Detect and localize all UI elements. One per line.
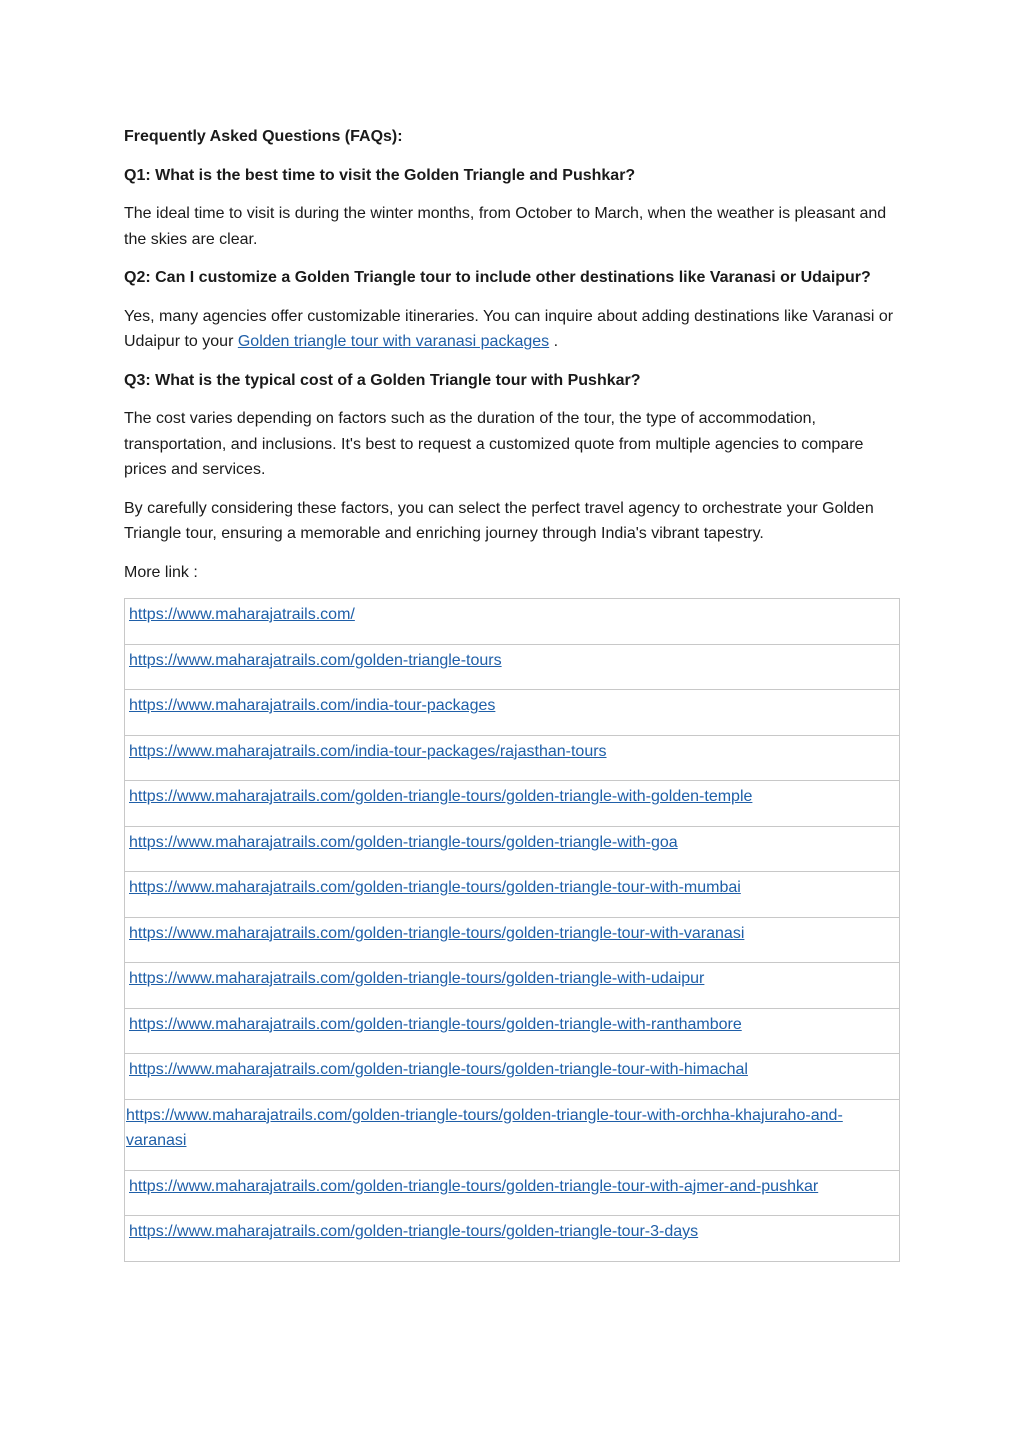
- table-row: [125, 1216, 900, 1262]
- table-row: [125, 917, 900, 963]
- table-row: [125, 735, 900, 781]
- faq-answer-2-end: .: [549, 333, 559, 350]
- table-row: [125, 599, 900, 645]
- link-golden-triangle-tours[interactable]: https://www.maharajatrails.com/golden-triangle-tours: [129, 651, 502, 669]
- link-udaipur[interactable]: https://www.maharajatrails.com/golden-triangle-tours/golden-triangle-with-udaipur: [129, 970, 705, 987]
- link-cell: [125, 690, 900, 736]
- link-himachal[interactable]: https://www.maharajatrails.com/golden-triangle-tours/golden-triangle-tour-with-himachal: [129, 1061, 748, 1078]
- link-cell: [125, 1008, 900, 1054]
- faq-question-3: Q3: What is the typical cost of a Golden Triangle tour with Pushkar?: [124, 371, 641, 389]
- link-golden-temple[interactable]: https://www.maharajatrails.com/golden-triangle-tours/golden-triangle-with-golden-temple: [129, 788, 753, 805]
- link-cell: [125, 917, 900, 963]
- document-page: [124, 124, 900, 1262]
- table-row: [125, 1054, 900, 1100]
- table-row: [125, 1170, 900, 1216]
- link-home[interactable]: https://www.maharajatrails.com/: [129, 606, 355, 623]
- link-mumbai[interactable]: https://www.maharajatrails.com/golden-triangle-tours/golden-triangle-tour-with-mumbai: [129, 879, 741, 896]
- table-row: [125, 872, 900, 918]
- link-3-days[interactable]: https://www.maharajatrails.com/golden-triangle-tours/golden-triangle-tour-3-days: [129, 1223, 699, 1240]
- link-orchha-khajuraho-varanasi[interactable]: https://www.maharajatrails.com/golden-triangle-tours/golden-triangle-tour-with-orchha-khajuraho-and-varanasi: [126, 1106, 843, 1149]
- faq-answer-1: The ideal time to visit is during the winter months, from October to March, when the weather is pleasant and the skies are clear.: [124, 205, 887, 248]
- link-cell: [125, 1099, 900, 1170]
- link-cell: [125, 1170, 900, 1216]
- table-row: [125, 826, 900, 872]
- link-india-tour-packages[interactable]: https://www.maharajatrails.com/india-tour-packages: [129, 697, 496, 714]
- link-ranthambore[interactable]: https://www.maharajatrails.com/golden-triangle-tours/golden-triangle-with-ranthambore: [129, 1015, 742, 1033]
- link-cell: [125, 735, 900, 781]
- table-row: [125, 1099, 900, 1170]
- more-link-label: More link :: [124, 563, 198, 581]
- table-row: [125, 644, 900, 690]
- faq-question-1: Q1: What is the best time to visit the Golden Triangle and Pushkar?: [124, 166, 636, 184]
- faq-answer-2-text: Yes, many agencies offer customizable itineraries. You can inquire about adding destinations like Varanasi or Udaipur to your: [124, 307, 894, 350]
- table-row: [125, 1008, 900, 1054]
- link-cell: [125, 599, 900, 645]
- link-rajasthan-tours[interactable]: https://www.maharajatrails.com/india-tour-packages/rajasthan-tours: [129, 742, 607, 760]
- link-ajmer-pushkar[interactable]: https://www.maharajatrails.com/golden-triangle-tours/golden-triangle-tour-with-ajmer-and-pushkar: [129, 1177, 819, 1195]
- table-row: [125, 963, 900, 1009]
- table-row: [125, 781, 900, 827]
- faq-title: Frequently Asked Questions (FAQs):: [124, 128, 403, 145]
- closing-paragraph: By carefully considering these factors, you can select the perfect travel agency to orchestrate your Golden Triangle tour, ensuring a memorable and enriching journey through India's vibrant tapestry.: [124, 499, 874, 542]
- faq-question-2: Q2: Can I customize a Golden Triangle tour to include other destinations like Varanasi or Udaipur?: [124, 269, 871, 286]
- link-goa[interactable]: https://www.maharajatrails.com/golden-triangle-tours/golden-triangle-with-goa: [129, 833, 678, 851]
- link-cell: [125, 826, 900, 872]
- link-cell: [125, 644, 900, 690]
- links-table: [124, 598, 900, 1262]
- link-cell: [125, 963, 900, 1009]
- link-cell: [125, 781, 900, 827]
- link-cell: [125, 1216, 900, 1262]
- varanasi-packages-link[interactable]: Golden triangle tour with varanasi packages: [237, 333, 550, 350]
- link-cell: [125, 872, 900, 918]
- link-varanasi[interactable]: https://www.maharajatrails.com/golden-triangle-tours/golden-triangle-tour-with-varanasi: [129, 924, 745, 942]
- link-cell: [125, 1054, 900, 1100]
- table-row: [125, 690, 900, 736]
- faq-answer-3: The cost varies depending on factors such as the duration of the tour, the type of accommodation, transportation, and inclusions. It's best to request a customized quote from multiple agencies to compare prices and services.: [124, 410, 864, 478]
- faq-answer-2: [124, 304, 900, 355]
